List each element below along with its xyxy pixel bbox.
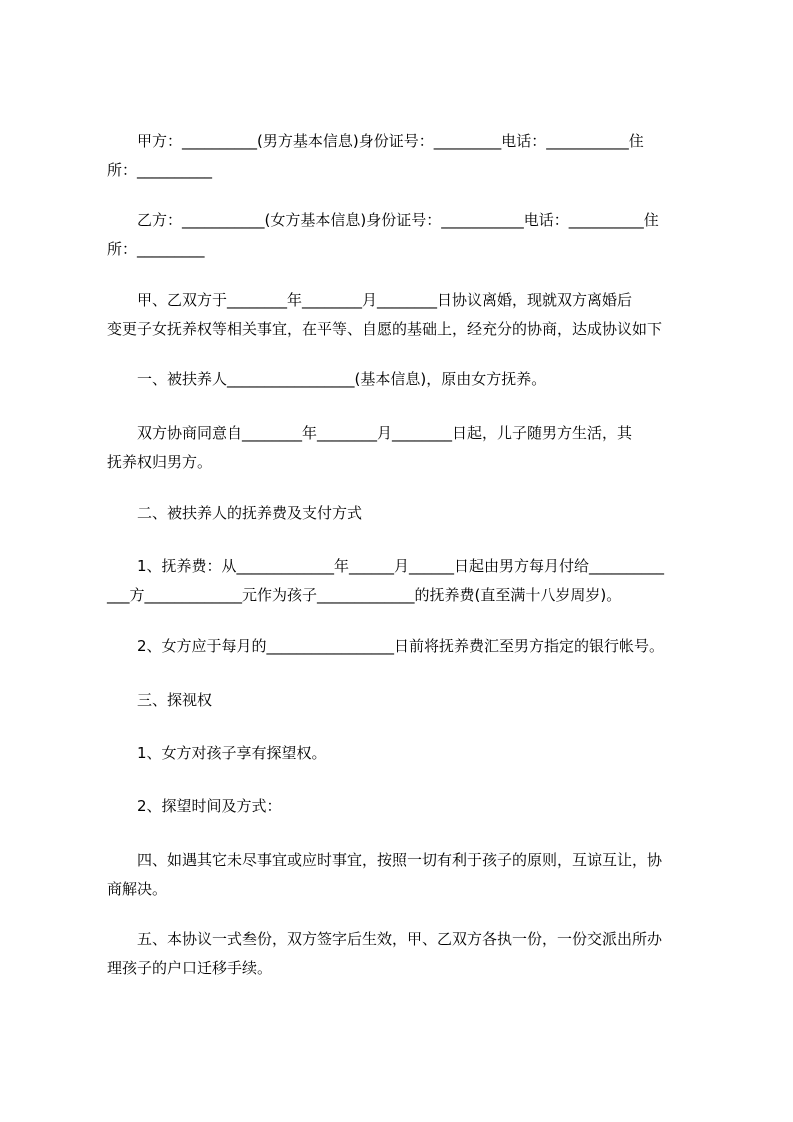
section-3-title: 三、探视权 (137, 691, 213, 709)
section-5-paragraph (107, 925, 702, 983)
intro-line-1: 甲、乙双方于________年________月________日协议离婚，现就双方离婚后 (137, 291, 633, 309)
section-2-title: 二、被扶养人的抚养费及支付方式 (137, 504, 363, 522)
section-2-item-1 (107, 552, 702, 610)
section-2-item-2: 2、女方应于每月的_________________日前将抚养费汇至男方指定的银行帐号。 (137, 637, 665, 655)
party-b-paragraph (107, 206, 702, 264)
section-1-body-line-1: 双方协商同意自________年________月________日起，儿子随男方生活，其 (137, 424, 633, 442)
party-a-paragraph (107, 127, 702, 185)
intro-paragraph (107, 286, 702, 344)
section-2-item-1-line-1: 1、抚养费：从_____________年______月______日起由男方每月付给__________ (137, 557, 665, 575)
section-5-line-2: 理孩子的户口迁移手续。 (107, 959, 273, 977)
section-4-paragraph (107, 846, 702, 904)
section-5-line-1: 五、本协议一式叁份，双方签字后生效，甲、乙双方各执一份，一份交派出所办 (137, 930, 663, 948)
party-a-line-1: 甲方：__________(男方基本信息)身份证号：_________电话：___________住 (137, 132, 644, 150)
intro-line-2: 变更子女抚养权等相关事宜，在平等、自愿的基础上，经充分的协商，达成协议如下 (107, 320, 663, 338)
section-1-body-line-2: 抚养权归男方。 (107, 453, 213, 471)
party-b-line-1: 乙方：___________(女方基本信息)身份证号：___________电话：__________住 (137, 211, 659, 229)
section-3-item-2: 2、探望时间及方式： (137, 797, 282, 815)
section-2-item-1-line-2: ___方_____________元作为孩子_____________的抚养费(直至满十八岁周岁)。 (107, 586, 622, 604)
section-4-line-1: 四、如遇其它未尽事宜或应时事宜，按照一切有利于孩子的原则，互谅互让，协 (137, 851, 663, 869)
party-a-line-2: 所：__________ (107, 161, 213, 179)
section-1-title: 一、被扶养人_________________(基本信息)，原由女方抚养。 (137, 370, 547, 388)
section-1-body (107, 419, 702, 477)
section-3-item-1: 1、女方对孩子享有探望权。 (137, 744, 327, 762)
section-4-line-2: 商解决。 (107, 880, 168, 898)
party-b-line-2: 所：_________ (107, 240, 205, 258)
